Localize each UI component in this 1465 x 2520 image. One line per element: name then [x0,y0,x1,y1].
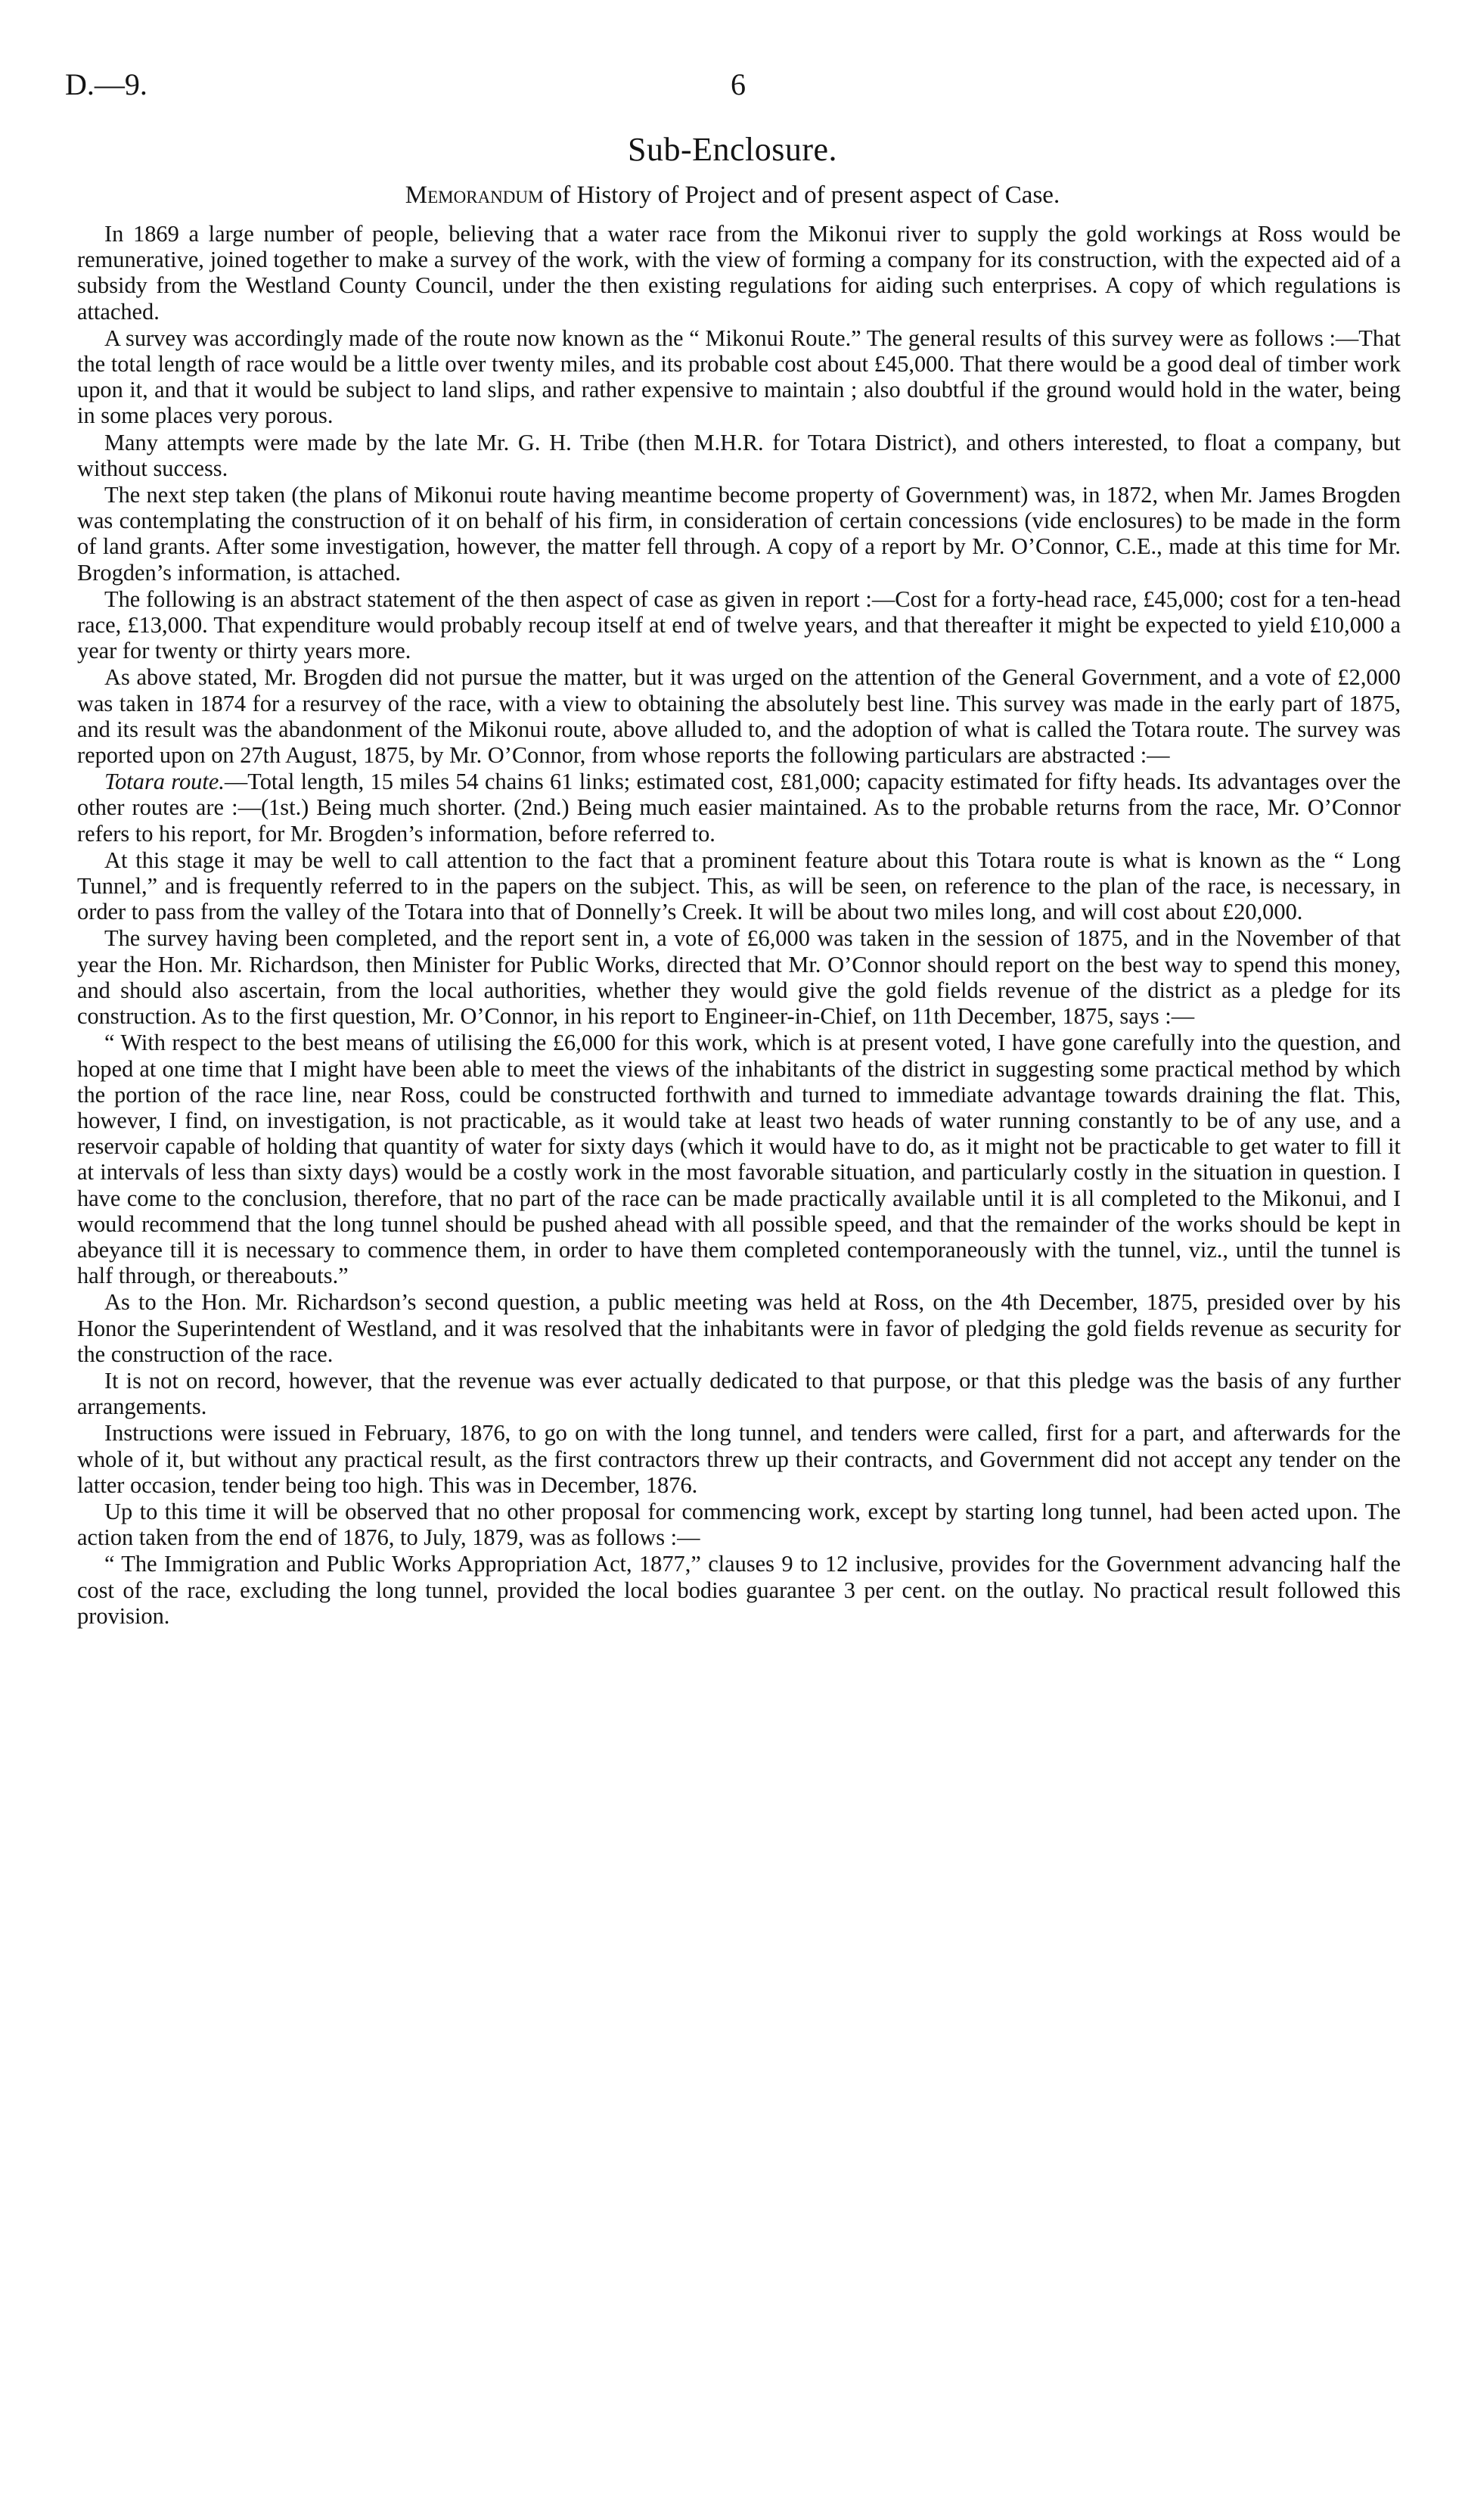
paragraph: Instructions were issued in February, 1876, to go on with the long tunnel, and tenders were called, first for a part, and afterwards for the whole of it, but without any practical result, as the first contractors threw up their contracts, and Government did not accept any tender on the latter occasion, tender being too high. This was in December, 1876. [77,1420,1401,1498]
quoted-report-paragraph: “ With respect to the best means of utilising the £6,000 for this work, which is at present voted, I have gone carefully into the question, and hoped at one time that I might have been able to meet the views of the inhabitants of the district in suggesting some practical method by which the portion of the race line, near Ross, could be constructed forthwith and turned to immediate advantage towards draining the flat. This, however, I find, on investigation, is not practicable, as it would take at least two heads of water running constantly to be of any use, and a reservoir capable of holding that quantity of water for sixty days (which it would have to do, as it might not be practicable to get water to fill it at intervals of less than sixty days) would be a costly work in the most favorable situation, and particularly costly in the situation in question. I have come to the conclusion, therefore, that no part of the race can be made practically available until it is all completed to the Mikonui, and I would recommend that the long tunnel should be pushed ahead with all possible speed, and that the remainder of the works should be kept in abeyance till it is necessary to commence them, in order to have them completed contemporaneously with the tunnel, viz., until the tunnel is half through, or thereabouts.” [77,1030,1401,1289]
totara-route-text: —Total length, 15 miles 54 chains 61 links; estimated cost, £81,000; capacity estimated for fifty heads. Its advantages over the other routes are :—(1st.) Being much shorter. (2nd.) Being much easier maintained. As to the probable returns from the race, Mr. O’Connor refers to his report, for Mr. Brogden’s information, before referred to. [77,769,1401,847]
page-title: Sub-Enclosure. [627,131,838,168]
paragraph: The following is an abstract statement of the then aspect of case as given in report :—Cost for a forty-head race, £45,000; cost for a ten-head race, £13,000. That expenditure would probably recoup itself at end of twelve years, and that thereafter it might be expected to yield £10,000 a year for twenty or thirty years more. [77,586,1401,664]
totara-route-lead: Totara route. [104,769,225,795]
paragraph: The next step taken (the plans of Mikonui route having meantime become property of Government) was, in 1872, when Mr. James Brogden was contemplating the construction of it on behalf of his firm, in consideration of certain concessions (vide enclosures) to be made in the form of land grants. After some investigation, however, the matter fell through. A copy of a report by Mr. O’Connor, C.E., made at this time for Mr. Brogden’s information, is attached. [77,482,1401,586]
paragraph: It is not on record, however, that the revenue was ever actually dedicated to that purpose, or that this pledge was the basis of any further arrangements. [77,1367,1401,1420]
subtitle-rest: of History of Project and of present aspect of Case. [543,182,1060,209]
quoted-act-paragraph: “ The Immigration and Public Works Appropriation Act, 1877,” clauses 9 to 12 inclusive, provides for the Government advancing half the cost of the race, excluding the long tunnel, provided the local bodies guarantee 3 per cent. on the outlay. No practical result followed this provision. [77,1551,1401,1629]
page-number: 6 [731,67,746,101]
paragraph: In 1869 a large number of people, believing that a water race from the Mikonui river to supply the gold workings at Ross would be remunerative, joined together to make a survey of the work, with the view of forming a company for its construction, with the expected aid of a subsidy from the Westland County Council, under the then existing regulations for aiding such enterprises. A copy of which regulations is attached. [77,221,1401,325]
memorandum-body [77,221,1401,1630]
subtitle-lead: Memorandum [405,182,544,209]
paragraph: As above stated, Mr. Brogden did not pursue the matter, but it was urged on the attention of the General Government, and a vote of £2,000 was taken in 1874 for a resurvey of the race, with a view to obtaining the absolutely best line. This survey was made in the early part of 1875, and its result was the abandonment of the Mikonui route, above alluded to, and the adoption of what is called the Totara route. The survey was reported upon on 27th August, 1875, by Mr. O’Connor, from whose reports the following particulars are abstracted :— [77,664,1401,769]
paragraph: The survey having been completed, and the report sent in, a vote of £6,000 was taken in the session of 1875, and in the November of that year the Hon. Mr. Richardson, then Minister for Public Works, directed that Mr. O’Connor should report on the best way to spend this money, and should also ascertain, from the local authorities, whether they would give the gold fields revenue of the district as a pledge for its construction. As to the first question, Mr. O’Connor, in his report to Engineer-in-Chief, on 11th December, 1875, says :— [77,925,1401,1030]
paragraph: A survey was accordingly made of the route now known as the “ Mikonui Route.” The general results of this survey were as follows :—That the total length of race would be a little over twenty miles, and its probable cost about £45,000. That there would be a good deal of timber work upon it, and that it would be subject to land slips, and rather expensive to maintain ; also doubtful if the ground would hold in the water, being in some places very porous. [77,325,1401,429]
page-header [65,67,1401,112]
paragraph: As to the Hon. Mr. Richardson’s second question, a public meeting was held at Ross, on the 4th December, 1875, presided over by his Honor the Superintendent of Westland, and it was resolved that the inhabitants were in favor of pledging the gold fields revenue as security for the construction of the race. [77,1289,1401,1367]
paragraph: At this stage it may be well to call attention to the fact that a prominent feature about this Totara route is what is known as the “ Long Tunnel,” and is frequently referred to in the papers on the subject. This, as will be seen, on reference to the plan of the race, is necessary, in order to pass from the valley of the Totara into that of Donnelly’s Creek. It will be about two miles long, and will cost about £20,000. [77,847,1401,925]
paragraph: Up to this time it will be observed that no other proposal for commencing work, except by starting long tunnel, had been acted upon. The action taken from the end of 1876, to July, 1879, was as follows :— [77,1498,1401,1551]
memorandum-subtitle [0,182,1465,210]
paragraph: Many attempts were made by the late Mr. G. H. Tribe (then M.H.R. for Totara District), and others interested, to float a company, but without success. [77,429,1401,481]
paragraph-totara-route [77,769,1401,847]
document-reference: D.—9. [65,67,147,101]
